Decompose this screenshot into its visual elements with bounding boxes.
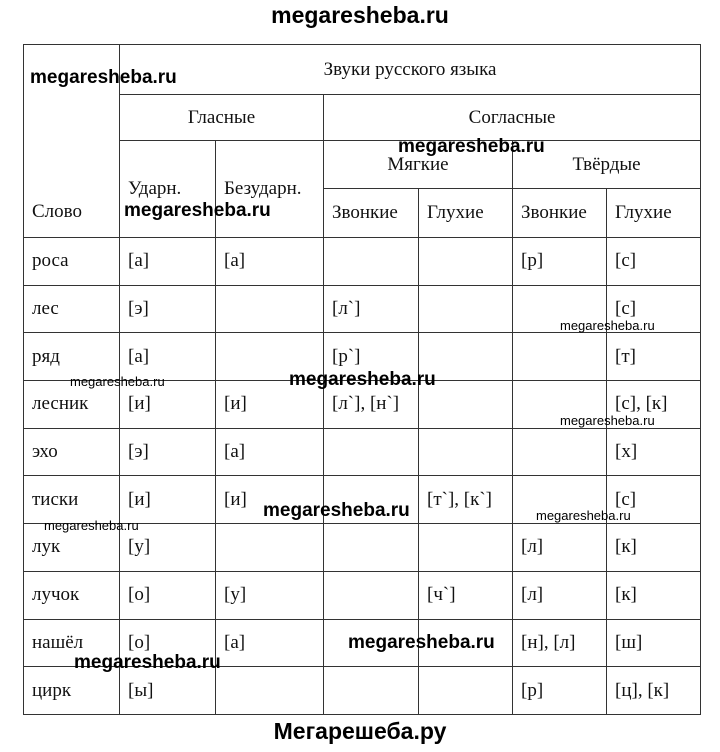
sound-cell: [и]	[216, 476, 324, 524]
sound-cell: [а]	[216, 238, 324, 286]
watermark: megaresheba.ru	[560, 318, 655, 333]
word-cell: лук	[24, 524, 120, 572]
sound-cell: [э]	[120, 285, 216, 333]
sound-cell: [с]	[607, 285, 701, 333]
sound-cell	[216, 285, 324, 333]
soft-header: Мягкие	[324, 141, 513, 189]
sound-cell	[513, 333, 607, 381]
sound-cell: [л]	[513, 524, 607, 572]
sound-cell: [и]	[216, 381, 324, 429]
watermark: megaresheba.ru	[263, 500, 410, 521]
sound-cell	[216, 524, 324, 572]
sound-cell	[324, 667, 419, 715]
word-cell: тиски	[24, 476, 120, 524]
word-cell: лесник	[24, 381, 120, 429]
stressed-header: Ударн.	[120, 141, 216, 238]
sound-cell: [у]	[120, 524, 216, 572]
sound-cell: [р]	[513, 238, 607, 286]
table-row	[24, 238, 701, 286]
sound-cell: [с]	[607, 238, 701, 286]
word-cell: нашёл	[24, 619, 120, 667]
sound-cell: [а]	[216, 619, 324, 667]
watermark: megaresheba.ru	[398, 136, 545, 157]
watermark: megaresheba.ru	[44, 518, 139, 533]
sound-cell: [ы]	[120, 667, 216, 715]
sound-cell: [и]	[120, 381, 216, 429]
sound-cell	[216, 667, 324, 715]
sound-cell: [л`]	[324, 285, 419, 333]
table-row	[24, 428, 701, 476]
sound-cell: [ш]	[607, 619, 701, 667]
word-cell: ряд	[24, 333, 120, 381]
sound-cell: [к]	[607, 571, 701, 619]
sound-cell	[513, 428, 607, 476]
sound-cell: [ц], [к]	[607, 667, 701, 715]
sound-cell: [и]	[120, 476, 216, 524]
voiceless-soft-header: Глухие	[419, 189, 513, 238]
sound-cell: [р]	[513, 667, 607, 715]
voiceless-hard-header: Глухие	[607, 189, 701, 238]
watermark: megaresheba.ru	[348, 632, 495, 653]
watermark: megaresheba.ru	[289, 369, 436, 390]
watermark: megaresheba.ru	[30, 67, 177, 88]
sound-cell: [л]	[513, 571, 607, 619]
watermark: megaresheba.ru	[536, 508, 631, 523]
watermark: megaresheba.ru	[74, 652, 221, 673]
sound-cell	[419, 524, 513, 572]
consonants-header: Согласные	[324, 95, 701, 141]
sound-cell: [а]	[216, 428, 324, 476]
sound-cell: [с]	[607, 476, 701, 524]
word-cell: эхо	[24, 428, 120, 476]
word-cell: лучок	[24, 571, 120, 619]
sound-cell	[324, 428, 419, 476]
sound-cell: [у]	[216, 571, 324, 619]
sound-cell	[419, 428, 513, 476]
hard-header: Твёрдые	[513, 141, 701, 189]
word-header: Слово	[24, 45, 120, 238]
vowels-header: Гласные	[120, 95, 324, 141]
word-cell: цирк	[24, 667, 120, 715]
site-title: megaresheba.ru	[271, 2, 449, 28]
sound-cell: [а]	[120, 333, 216, 381]
sound-cell: [э]	[120, 428, 216, 476]
sound-cell: [ч`]	[419, 571, 513, 619]
sound-cell	[324, 571, 419, 619]
sound-cell	[419, 285, 513, 333]
sound-cell	[419, 667, 513, 715]
sound-cell: [р`]	[324, 333, 419, 381]
voiced-soft-header: Звонкие	[324, 189, 419, 238]
sound-cell: [н], [л]	[513, 619, 607, 667]
sound-cell	[419, 238, 513, 286]
sound-cell: [к]	[607, 524, 701, 572]
voiced-hard-header: Звонкие	[513, 189, 607, 238]
unstressed-header: Безударн.	[216, 141, 324, 238]
sound-cell: [х]	[607, 428, 701, 476]
sound-cell: [т`], [к`]	[419, 476, 513, 524]
table-row	[24, 571, 701, 619]
watermark: megaresheba.ru	[70, 374, 165, 389]
sound-cell: [т]	[607, 333, 701, 381]
sound-cell: [о]	[120, 571, 216, 619]
site-footer: Мегарешеба.ру	[273, 718, 447, 744]
sound-cell: [о]	[120, 619, 216, 667]
sound-cell: [а]	[120, 238, 216, 286]
watermark: megaresheba.ru	[124, 200, 271, 221]
table-title: Звуки русского языка	[120, 45, 701, 95]
word-cell: лес	[24, 285, 120, 333]
word-cell: роса	[24, 238, 120, 286]
watermark: megaresheba.ru	[560, 413, 655, 428]
sound-cell	[324, 524, 419, 572]
sound-cell: [л`], [н`]	[324, 381, 419, 429]
sound-cell	[324, 238, 419, 286]
sound-cell: [с], [к]	[607, 381, 701, 429]
